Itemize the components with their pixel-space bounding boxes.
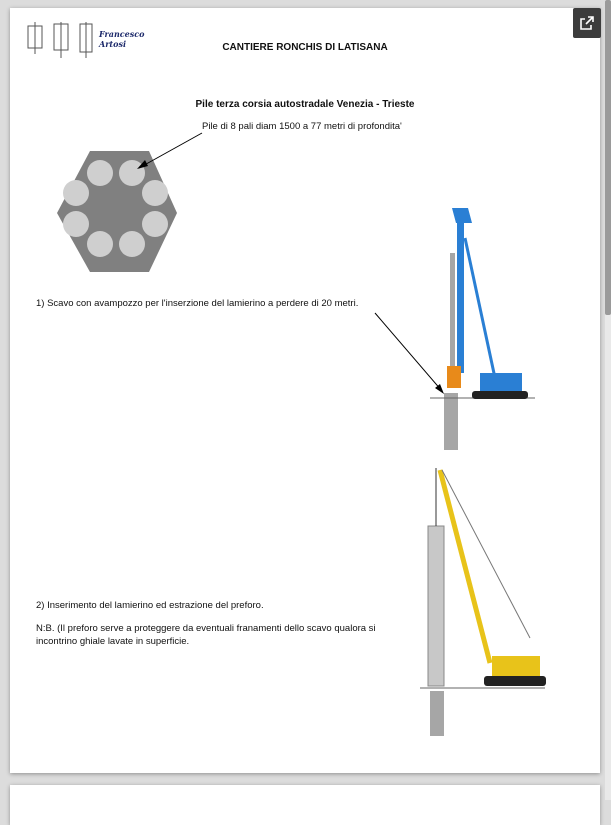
nb-note: N:B. (Il preforo serve a proteggere da eventuali franamenti dello scavo qualora si incontrino ghiale lavate in superficie. (36, 623, 376, 647)
scrollbar-track[interactable] (605, 0, 611, 800)
document-page (10, 8, 600, 773)
steel-casing (428, 526, 444, 686)
page-title: CANTIERE RONCHIS DI LATISANA (222, 42, 388, 53)
crawler-crane-illustration (10, 8, 600, 773)
step-1-text: 1) Scavo con avampozzo per l'inserzione del lamierino a perdere di 20 metri. (36, 298, 359, 309)
logo-name-first: Francesco (99, 29, 145, 39)
open-in-new-icon (579, 15, 595, 31)
logo-name-last: Artosi (99, 39, 126, 49)
open-in-new-button[interactable] (573, 8, 601, 38)
crane-body (492, 656, 540, 676)
next-page (10, 785, 600, 825)
section-subtitle: Pile terza corsia autostradale Venezia - Trieste (195, 99, 415, 110)
scrollbar-thumb[interactable] (605, 0, 611, 315)
step-2-text: 2) Inserimento del lamierino ed estrazione del preforo. (36, 600, 264, 611)
crane-tracks (484, 676, 546, 686)
crane-pendant (442, 470, 530, 638)
crane-boom (440, 470, 490, 663)
pile-note: Pile di 8 pali diam 1500 a 77 metri di profondita' (202, 121, 402, 132)
preforo-casing (430, 691, 444, 736)
